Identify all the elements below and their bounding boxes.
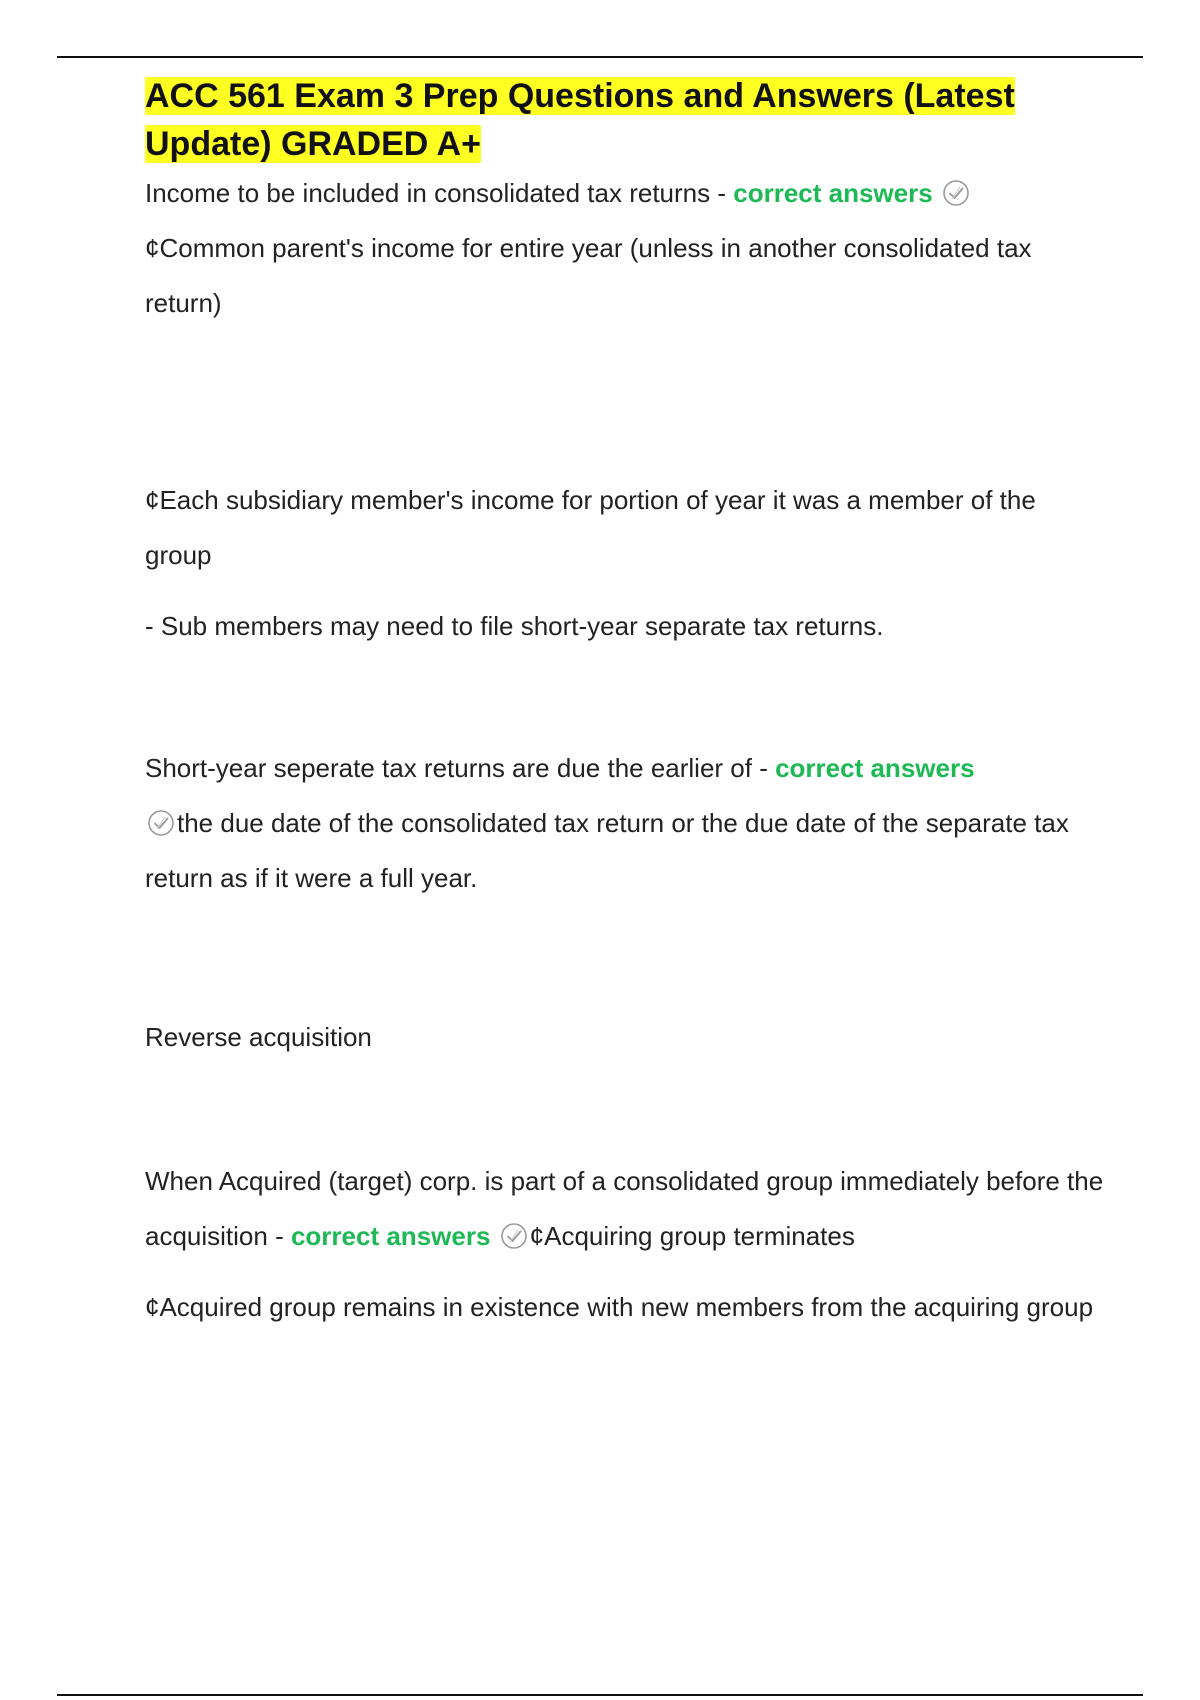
document-title — [145, 72, 1105, 168]
qa-4-question-text: When Acquired (target) corp. is part of a consolidated group immediately before the acquisition - — [145, 1166, 1104, 1251]
qa-1-answer-line-3: - Sub members may need to file short-year separate tax returns. — [145, 611, 884, 641]
check-circle-icon — [942, 179, 970, 207]
qa-4-answer-line-2: ¢Acquired group remains in existence with new members from the acquiring group — [145, 1292, 1094, 1322]
qa-1-question — [145, 166, 1105, 221]
qa-1-answer-line-1: ¢Common parent's income for entire year (unless in another consolidated tax return) — [145, 233, 1032, 318]
qa-2-question — [145, 741, 1105, 906]
check-circle-icon — [500, 1222, 528, 1250]
qa-1-answer-label: correct answers — [733, 178, 933, 208]
qa-1-answer-line-2: ¢Each subsidiary member's income for portion of year it was a member of the group — [145, 485, 1036, 570]
bottom-rule — [57, 1694, 1143, 1696]
section-heading-reverse-acquisition: Reverse acquisition — [145, 1022, 372, 1052]
qa-1-question-text: Income to be included in consolidated tax returns - — [145, 178, 734, 208]
title-highlight: ACC 561 Exam 3 Prep Questions and Answers (Latest Update) GRADED A+ — [145, 77, 1015, 163]
qa-4-answer-line-1: ¢Acquiring group terminates — [529, 1221, 855, 1251]
qa-2-answer-label: correct answers — [775, 753, 975, 783]
top-rule — [57, 56, 1143, 58]
qa-2-answer-text: the due date of the consolidated tax return or the due date of the separate tax return as if it were a full year. — [145, 808, 1069, 893]
check-circle-icon — [147, 809, 175, 837]
qa-2-question-text: Short-year seperate tax returns are due the earlier of - — [145, 753, 776, 783]
document-body — [145, 72, 1105, 1322]
qa-4-question — [145, 1154, 1105, 1264]
qa-4-answer-label: correct answers — [290, 1221, 491, 1251]
